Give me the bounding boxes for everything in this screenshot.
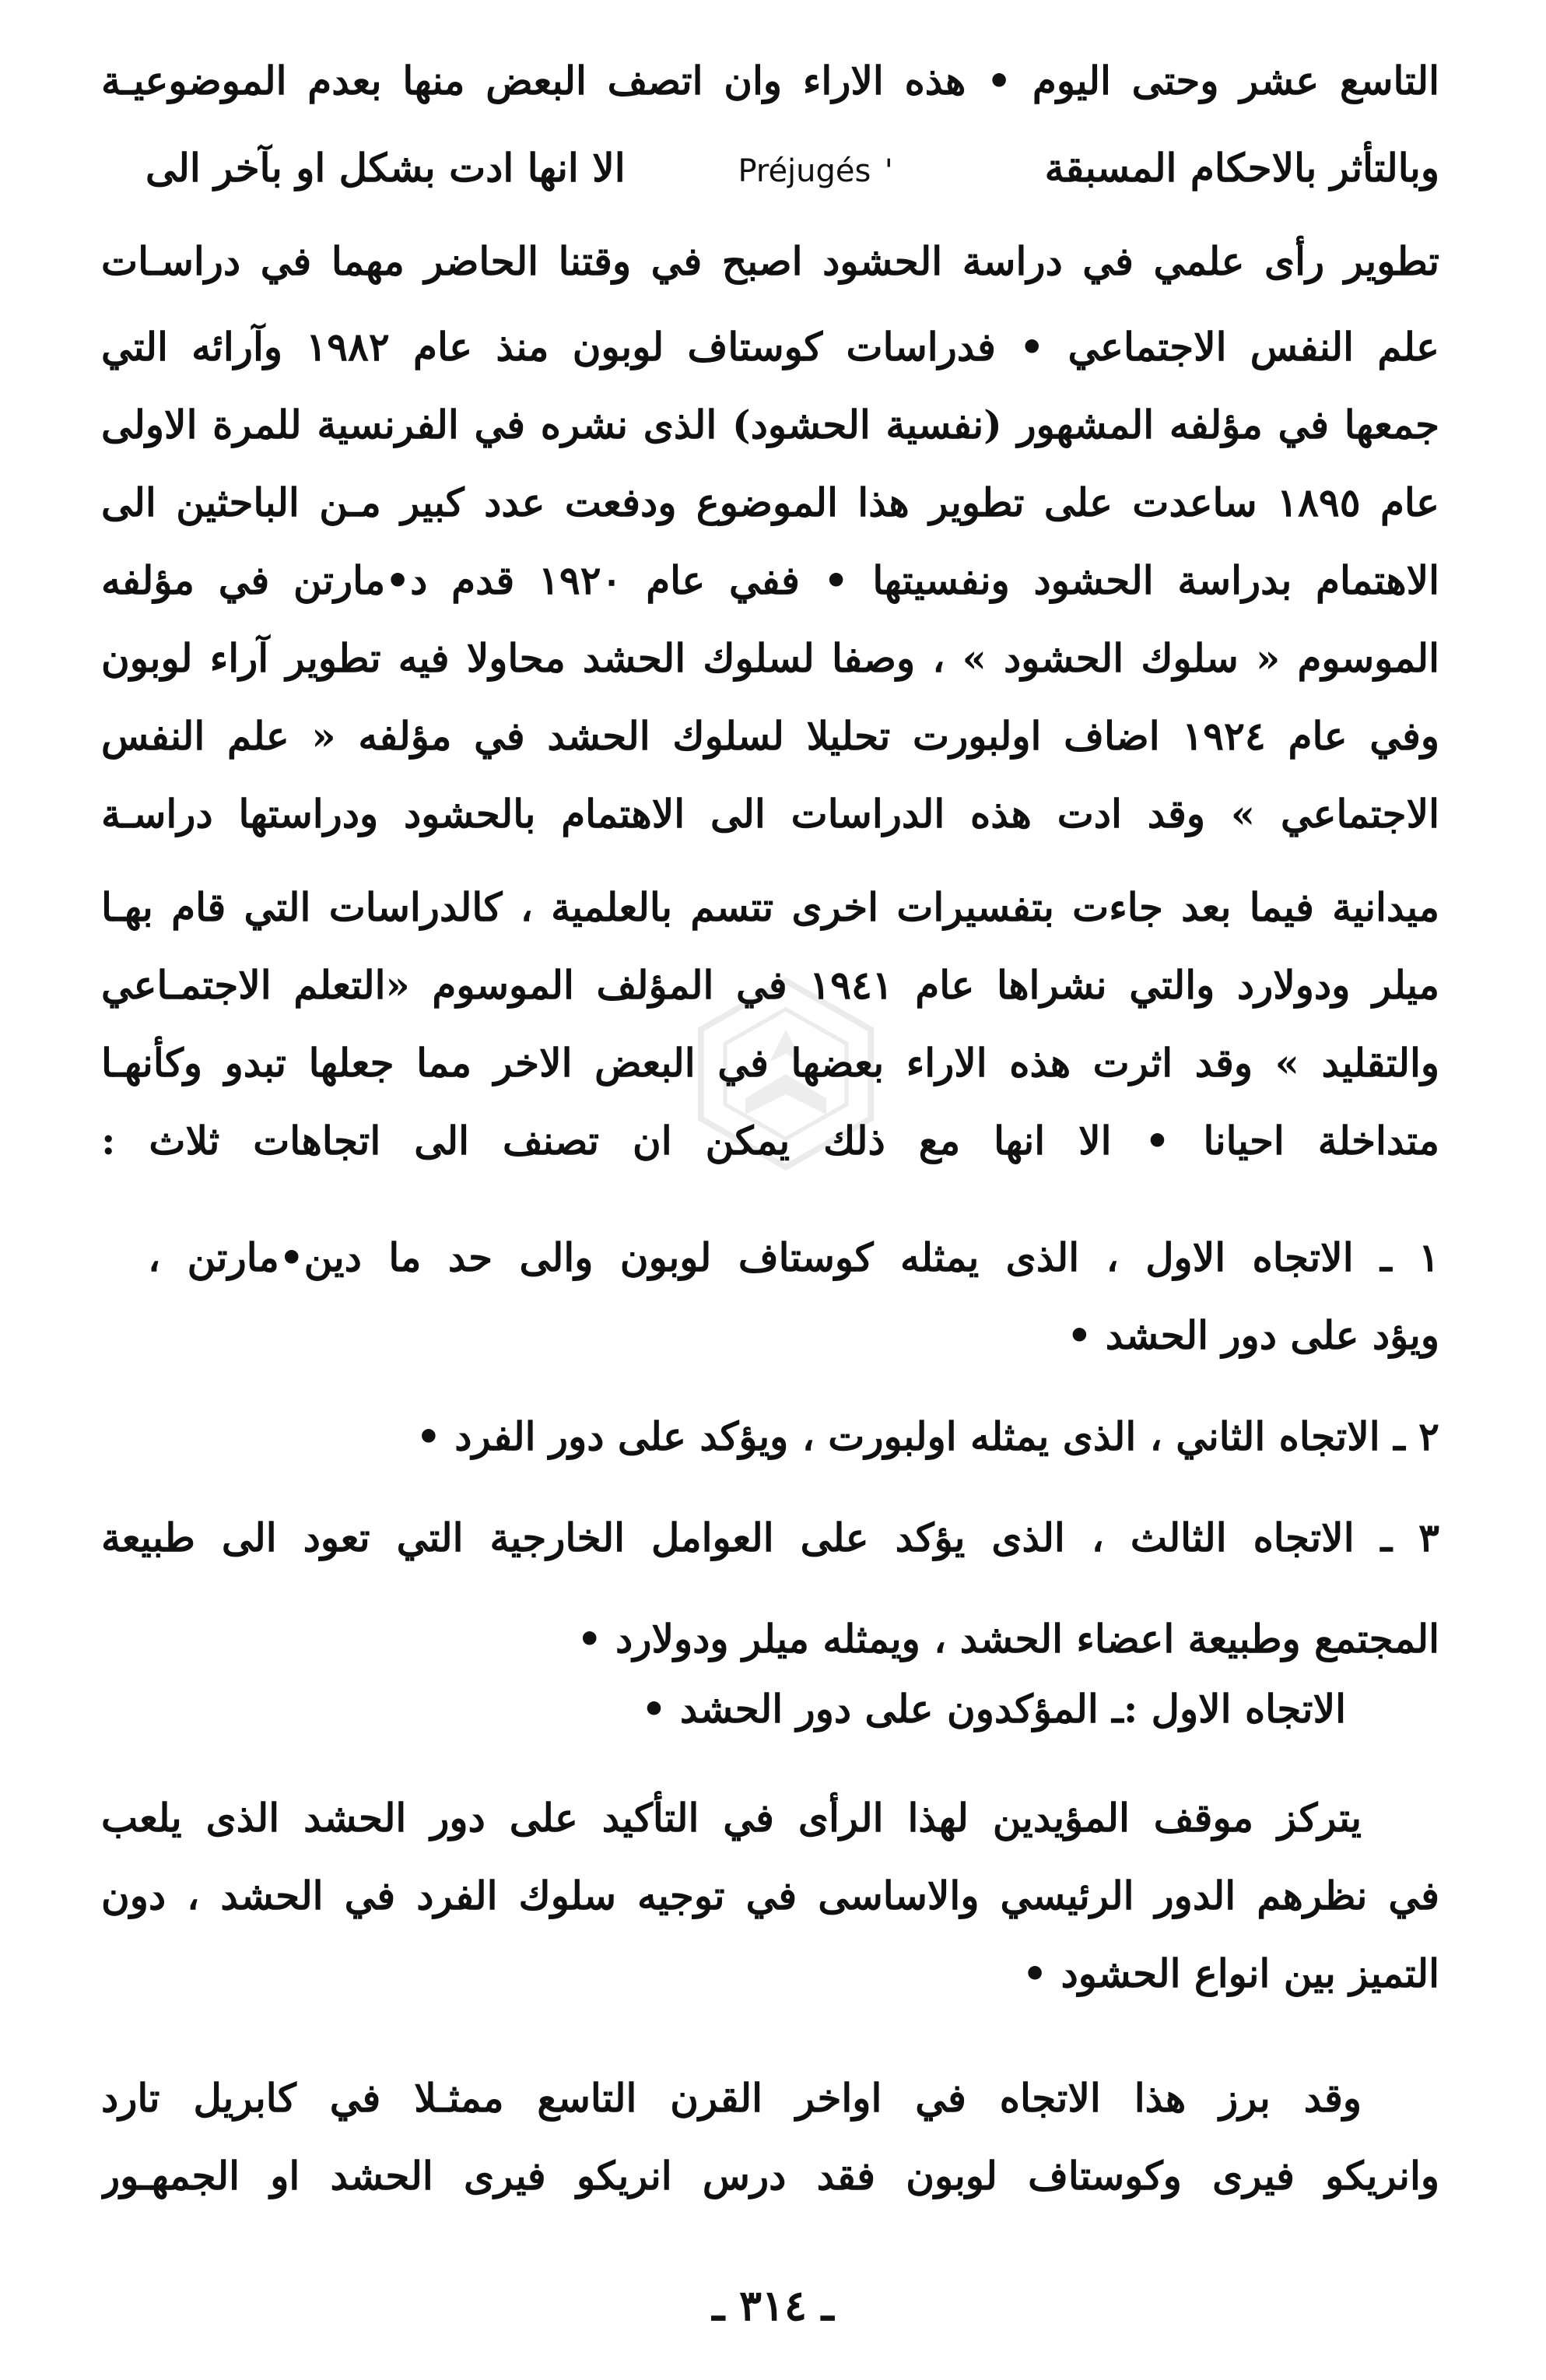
paragraph-3-line-1: وقد برز هذا الاتجاه في اواخر القرن التاسع ممثـلا في كابريل تارد: [101, 2075, 1362, 2121]
paragraph-2-line-1: يتركز موقف المؤيدين لهذا الرأى في التأكيد على دور الحشد الذى يلعب: [101, 1795, 1362, 1841]
text-line-11: ميدانية فيما بعد جاءت بتفسيرات اخرى تتسم بالعلمية ، كالدراسات التي قام بهـا: [101, 884, 1439, 930]
text-line-9: وفي عام ١٩٢٤ اضاف اولبورت تحليلا لسلوك الحشد في مؤلفه « علم النفس: [101, 713, 1439, 759]
list-item-2: ٢ ـ الاتجاه الثاني ، الذى يمثله اولبورت ، ويؤكد على دور الفرد •: [415, 1413, 1439, 1459]
text-line-3: تطوير رأى علمي في دراسة الحشود اصبح في وقتنا الحاضر مهما في دراسـات: [101, 238, 1439, 284]
text-line-10: الاجتماعي » وقد ادت هذه الدراسات الى الاهتمام بالحشود ودراستها دراسـة: [101, 791, 1439, 837]
latin-comma: ': [884, 153, 893, 189]
text-line-2-start: وبالتأثر بالاحكام المسبقة: [1044, 145, 1439, 191]
text-line-4: علم النفس الاجتماعي • فدراسات كوستاف لوبون منذ عام ١٩٨٢ وآرائه التي: [101, 324, 1439, 370]
text-line-5: جمعها في مؤلفه المشهور (نفسية الحشود) الذى نشره في الفرنسية للمرة الاولى: [101, 402, 1439, 448]
text-line-7: الاهتمام بدراسة الحشود ونفسيتها • ففي عام ١٩٢٠ قدم د•مارتن في مؤلفه: [101, 557, 1439, 603]
text-line-2: [101, 140, 1439, 199]
section-heading: الاتجاه الاول :ـ المؤكدون على دور الحشد •: [641, 1686, 1346, 1732]
paragraph-2-line-2: في نظرهم الدور الرئيسي والاساسى في توجيه سلوك الفرد في الحشد ، دون: [101, 1873, 1439, 1918]
latin-term: Préjugés: [738, 153, 871, 189]
text-line-12: ميلر ودولارد والتي نشراها عام ١٩٤١ في المؤلف الموسوم «التعلم الاجتمـاعي: [101, 962, 1439, 1008]
text-line-2-end: الا انها ادت بشكل او بآخر الى: [145, 145, 626, 191]
paragraph-2-line-3: التميز بين انواع الحشود •: [1022, 1950, 1439, 1996]
text-line-8: الموسوم « سلوك الحشود » ، وصفا لسلوك الحشد محاولا فيه تطوير آراء لوبون: [101, 635, 1439, 681]
list-item-1-line-2: ويؤد على دور الحشد •: [1067, 1312, 1439, 1358]
list-item-3-line-1: ٣ ـ الاتجاه الثالث ، الذى يؤكد على العوامل الخارجية التي تعود الى طبيعة: [101, 1515, 1439, 1560]
page-number: ـ ٣١٤ ـ: [712, 2280, 834, 2330]
text-line-1: التاسع عشر وحتى اليوم • هذه الاراء وان اتصف البعض منها بعدم الموضوعيـة: [101, 58, 1439, 104]
list-item-3-line-2: المجتمع وطبيعة اعضاء الحشد ، ويمثله ميلر ودولارد •: [577, 1616, 1439, 1662]
text-line-14: متداخلة احيانا • الا انها مع ذلك يمكن ان تصنف الى اتجاهات ثلاث :: [101, 1118, 1439, 1164]
list-item-1-line-1: ١ ـ الاتجاه الاول ، الذى يمثله كوستاف لوبون والى حد ما دين•مارتن ،: [148, 1234, 1439, 1280]
paragraph-3-line-2: وانريكو فيرى وكوستاف لوبون فقد درس انريكو فيرى الحشد او الجمهـور: [101, 2153, 1439, 2199]
text-line-13: والتقليد » وقد اثرت هذه الاراء بعضها في البعض الاخر مما جعلها تبدو وكأنهـا: [101, 1040, 1439, 1086]
text-line-6: عام ١٨٩٥ ساعدت على تطوير هذا الموضوع ودفعت عدد كبير مـن الباحثين الى: [101, 479, 1439, 525]
